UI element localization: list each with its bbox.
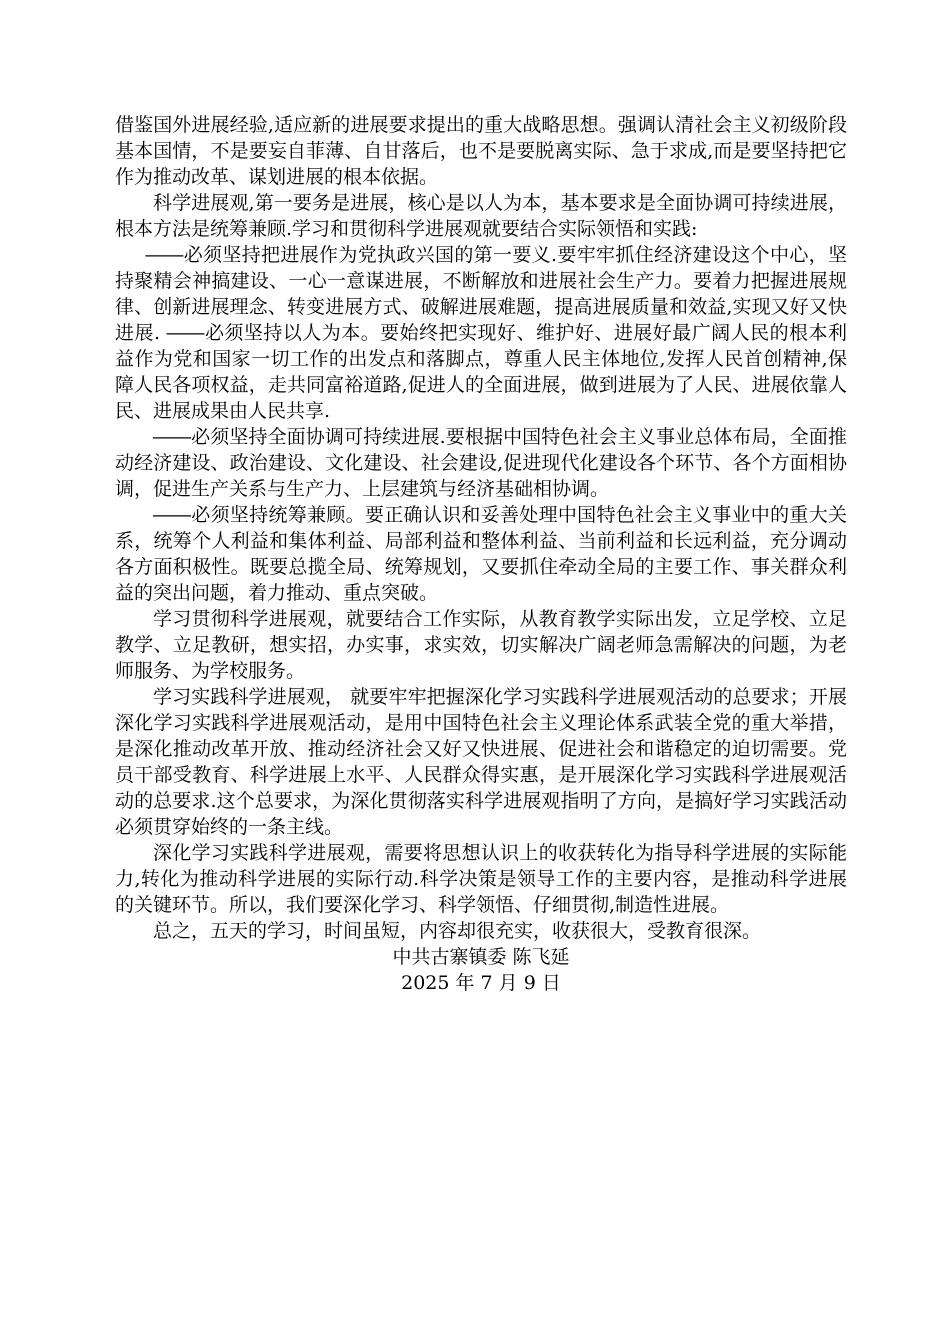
signature-date: 2025 年 7 月 9 日 — [401, 972, 561, 994]
paragraph-3: ――必须坚持把进展作为党执政兴国的第一要义.要牢牢抓住经济建设这个中心，坚持聚精会神搞建设、一心一意谋进展，不断解放和进展社会生产力。要着力把握进展规律、创新进展理念、转变进展方式、破解进展难题，提高进展质量和效益,实现又好又快进展. ――必须坚持以人为本。要始终把实现好、维护好、进展好最广阔人民的根本利益作为党和国家一切工作的出发点和落脚点，尊重人民主体地位,发挥人民首创精神,保障人民各项权益，走共同富裕道路,促进人的全面进展，做到进展为了人民、进展依靠人民、进展成果由人民共享. — [115, 244, 847, 422]
document-body — [115, 112, 847, 996]
paragraph-2: 科学进展观,第一要务是进展，核心是以人为本，基本要求是全面协调可持续进展，根本方法是统筹兼顾.学习和贯彻科学进展观就要结合实际领悟和实践: — [115, 192, 847, 240]
signature-org: 中共古寨镇委 陈飞延 — [392, 946, 570, 968]
paragraph-8: 深化学习实践科学进展观，需要将思想认识上的收获转化为指导科学进展的实际能力,转化为推动科学进展的实际行动.科学决策是领导工作的主要内容，是推动科学进展的关键环节。所以，我们要深化学习、科学领悟、仔细贯彻,制造性进展。 — [115, 842, 847, 916]
paragraph-1: 借鉴国外进展经验,适应新的进展要求提出的重大战略思想。强调认清社会主义初级阶段基本国情，不是要妄自菲薄、自甘落后，也不是要脱离实际、急于求成,而是要坚持把它作为推动改革、谋划进展的根本依据。 — [115, 114, 847, 188]
paragraph-9: 总之，五天的学习，时间虽短，内容却很充实，收获很大，受教育很深。 — [153, 920, 762, 942]
paragraph-6: 学习贯彻科学进展观，就要结合工作实际，从教育教学实际出发，立足学校、立足教学、立足教研，想实招，办实事，求实效，切实解决广阔老师急需解决的问题，为老师服务、为学校服务。 — [115, 608, 847, 682]
paragraph-4: ――必须坚持全面协调可持续进展.要根据中国特色社会主义事业总体布局，全面推动经济建设、政治建设、文化建设、社会建设,促进现代化建设各个环节、各个方面相协调，促进生产关系与生产力、上层建筑与经济基础相协调。 — [115, 426, 847, 500]
paragraph-7: 学习实践科学进展观， 就要牢牢把握深化学习实践科学进展观活动的总要求；开展深化学习实践科学进展观活动，是用中国特色社会主义理论体系武装全党的重大举措，是深化推动改革开放、推动经济社会又好又快进展、促进社会和谐稳定的迫切需要。党员干部受教育、科学进展上水平、人民群众得实惠，是开展深化学习实践科学进展观活动的总要求.这个总要求，为深化贯彻落实科学进展观指明了方向，是搞好学习实践活动必须贯穿始终的一条主线。 — [115, 686, 847, 838]
paragraph-5: ――必须坚持统筹兼顾。要正确认识和妥善处理中国特色社会主义事业中的重大关系，统筹个人利益和集体利益、局部利益和整体利益、当前利益和长远利益，充分调动各方面积极性。既要总揽全局、统筹规划，又要抓住牵动全局的主要工作、事关群众利益的突出问题，着力推动、重点突破。 — [115, 504, 847, 604]
